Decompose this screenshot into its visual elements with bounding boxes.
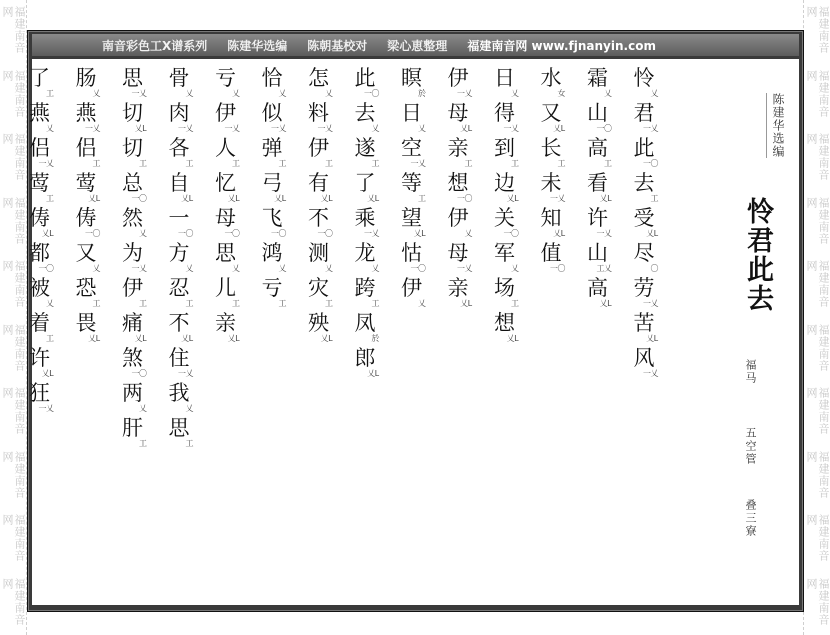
compiler-credit: 陈建华选编: [766, 93, 787, 158]
notation-mark: 工: [371, 299, 379, 308]
lyric-char: 想: [494, 311, 515, 335]
lyric-char: 长: [540, 136, 562, 160]
lyric-char: 灾: [308, 276, 329, 300]
lyric-char: 我: [168, 381, 190, 405]
notation-mark: 工: [650, 194, 658, 203]
lyric-column: [210, 67, 242, 347]
notation-mark: 一〇: [178, 229, 193, 238]
lyric-char: 切: [122, 101, 143, 125]
edge-watermark: 福建南音网: [805, 196, 830, 245]
lyric-char: 一: [168, 206, 190, 230]
lyric-char: 想: [447, 171, 469, 195]
piece-title: 怜君此去: [742, 197, 773, 313]
lyric-char: 着: [29, 311, 50, 335]
lyric-char: 思: [215, 241, 236, 265]
notation-mark: 一乂: [131, 89, 147, 98]
lyric-char: 都: [29, 241, 50, 265]
lyric-char: 恐: [75, 276, 97, 300]
site-link[interactable]: 福建南音网 www.fjnanyin.com: [467, 38, 656, 53]
notation-mark: 一乂: [410, 159, 426, 168]
notation-mark: 一乂: [38, 404, 54, 413]
score-frame: [27, 30, 804, 612]
lyric-char: 伊: [447, 206, 469, 230]
notation-mark: 一乂: [178, 124, 193, 133]
notation-mark: 一〇: [596, 124, 612, 133]
edge-watermark: 福建南音网: [1, 450, 26, 499]
lyric-char: 苦: [633, 311, 655, 335]
lyric-char: 燕: [29, 101, 50, 125]
lyric-char: 似: [261, 101, 283, 125]
edge-watermark: 福建南音网: [1, 196, 26, 245]
notation-mark: 工: [604, 159, 612, 168]
score-header-bar: [32, 34, 799, 56]
lyric-char: 为: [122, 241, 143, 265]
edge-watermark: 福建南音网: [805, 69, 830, 118]
selector-credit: 陈建华选编: [227, 38, 288, 53]
proofreader-credit: 陈朝基校对: [307, 38, 368, 53]
lyric-column: [582, 67, 614, 312]
notation-mark: 一〇: [643, 159, 658, 168]
notation-mark: 工: [185, 159, 193, 168]
lyric-char: 亏: [215, 66, 236, 90]
notation-mark: 工: [185, 299, 193, 308]
lyric-char: 凤: [354, 311, 376, 335]
lyric-char: 自: [168, 171, 190, 195]
notation-mark: 〇: [650, 264, 658, 273]
notation-mark: 乂: [511, 89, 519, 98]
lyric-char: 山: [587, 101, 608, 125]
notation-mark: 乂L: [646, 334, 658, 343]
notation-mark: 一乂: [643, 299, 658, 308]
edge-watermark: 福建南音网: [805, 450, 830, 499]
lyric-char: 日: [494, 66, 515, 90]
lyric-char: 思: [168, 416, 190, 440]
lyric-char: 恰: [261, 66, 283, 90]
lyric-char: 关: [494, 206, 515, 230]
lyric-char: 伊: [401, 276, 422, 300]
notation-mark: 乂L: [460, 299, 472, 308]
lyric-char: 边: [494, 171, 515, 195]
edge-watermark: 福建南音网: [1, 323, 26, 372]
notation-mark: 一乂: [643, 369, 658, 378]
right-watermark-strip: [803, 0, 830, 635]
notation-mark: 一〇: [224, 229, 240, 238]
notation-mark: 工乂: [596, 264, 612, 273]
lyric-char: 伊: [308, 136, 329, 160]
notation-mark: 一〇: [410, 264, 426, 273]
notation-mark: 一乂: [457, 89, 472, 98]
lyric-char: 儿: [215, 276, 236, 300]
notation-mark: 工: [278, 299, 286, 308]
lyric-char: 亏: [261, 276, 283, 300]
notation-mark: 一〇: [364, 89, 379, 98]
lyric-char: 母: [447, 241, 469, 265]
notation-mark: 一乂: [457, 264, 472, 273]
lyric-char: 伊: [215, 101, 236, 125]
lyric-char: 肠: [75, 66, 97, 90]
notation-mark: 乂L: [320, 194, 333, 203]
lyric-char: 君: [633, 101, 655, 125]
lyric-char: 许: [587, 206, 608, 230]
lyric-char: 方: [168, 241, 190, 265]
mode-name: 五空管: [744, 427, 757, 466]
notation-mark: 一乂: [178, 369, 193, 378]
edge-watermark: 福建南音网: [805, 387, 830, 435]
notation-mark: 乂L: [320, 334, 333, 343]
notation-mark: 乂: [92, 89, 100, 98]
notation-mark: 乂: [92, 264, 100, 273]
lyric-char: 瞑: [401, 66, 422, 90]
lyric-char: 到: [494, 136, 515, 160]
edge-watermark: 福建南音网: [1, 577, 26, 626]
lyric-char: 龙: [354, 241, 376, 265]
notation-mark: 一乂: [364, 229, 379, 238]
notation-mark: 乂: [139, 404, 147, 413]
lyric-char: 然: [122, 206, 143, 230]
notation-mark: 一乂: [317, 124, 333, 133]
lyric-char: 怙: [401, 241, 422, 265]
notation-mark: 工: [511, 159, 519, 168]
lyric-char: 空: [401, 136, 422, 160]
notation-mark: 乂: [185, 89, 193, 98]
notation-mark: 乂L: [460, 124, 472, 133]
notation-mark: 乂L: [599, 194, 612, 203]
notation-mark: 乂: [185, 264, 193, 273]
lyric-char: 怎: [308, 66, 329, 90]
lyric-char: 忆: [215, 171, 236, 195]
lyric-char: 思: [122, 66, 143, 90]
score-sheet: [29, 59, 799, 605]
lyric-char: 望: [401, 206, 422, 230]
lyric-char: 不: [308, 206, 329, 230]
lyric-char: 有: [308, 171, 329, 195]
notation-mark: 一乂: [38, 159, 54, 168]
notation-mark: 工: [232, 299, 240, 308]
notation-mark: 乂L: [553, 124, 565, 133]
notation-mark: 於: [418, 89, 426, 98]
lyric-char: 郎: [354, 346, 376, 370]
lyric-char: 料: [308, 101, 329, 125]
notation-mark: 工: [46, 334, 54, 343]
notation-mark: 一乂: [643, 124, 658, 133]
notation-mark: 乂: [418, 299, 426, 308]
lyric-column: [163, 67, 195, 452]
notation-mark: 乂L: [181, 194, 193, 203]
lyric-char: 受: [633, 206, 655, 230]
notation-mark: 乂L: [41, 229, 54, 238]
notation-mark: 乂: [371, 264, 379, 273]
lyric-char: 亲: [447, 276, 469, 300]
lyric-char: 去: [633, 171, 655, 195]
notation-mark: 一乂: [271, 124, 286, 133]
notation-mark: 工: [418, 194, 426, 203]
notation-mark: 工: [232, 159, 240, 168]
lyric-char: 山: [587, 241, 608, 265]
lyric-char: 等: [401, 171, 422, 195]
lyric-char: 痛: [122, 311, 143, 335]
edge-watermark: 福建南音网: [1, 514, 26, 562]
edge-watermark: 福建南音网: [1, 387, 26, 435]
lyric-char: 亲: [447, 136, 469, 160]
notation-mark: 乂L: [506, 334, 519, 343]
notation-mark: 乂L: [506, 194, 519, 203]
lyric-char: 霜: [587, 66, 608, 90]
lyric-char: 弹: [261, 136, 283, 160]
notation-mark: 於: [371, 334, 379, 343]
notation-mark: 乂: [464, 229, 472, 238]
lyric-char: 乘: [354, 206, 376, 230]
lyric-char: 莺: [29, 171, 50, 195]
notation-mark: 乂L: [553, 229, 565, 238]
notation-mark: 乂: [325, 264, 333, 273]
notation-mark: 一〇: [85, 229, 100, 238]
notation-mark: 工: [185, 439, 193, 448]
lyric-char: 各: [168, 136, 190, 160]
lyric-char: 母: [215, 206, 236, 230]
lyric-column: [349, 67, 381, 382]
lyric-column: [303, 67, 335, 347]
lyric-char: 肉: [168, 101, 190, 125]
lyric-column: [117, 67, 149, 452]
lyric-char: 又: [75, 241, 97, 265]
lyric-char: 去: [354, 101, 376, 125]
edge-watermark: 福建南音网: [805, 133, 830, 181]
lyric-char: 忍: [168, 276, 190, 300]
lyric-char: 了: [29, 66, 50, 90]
notation-mark: 乂L: [134, 334, 147, 343]
notation-mark: 乂: [232, 89, 240, 98]
notation-mark: 一乂: [503, 124, 519, 133]
notation-mark: 乂L: [367, 194, 379, 203]
lyric-char: 住: [168, 346, 190, 370]
notation-mark: 工: [371, 159, 379, 168]
notation-mark: 乂: [232, 264, 240, 273]
notation-mark: 乂: [185, 404, 193, 413]
lyric-column: [628, 67, 660, 382]
notation-mark: 工: [464, 159, 472, 168]
lyric-char: 日: [401, 101, 422, 125]
typesetter-credit: 梁心恵整理: [387, 38, 448, 53]
notation-mark: 乂: [511, 264, 519, 273]
lyric-char: 值: [540, 241, 562, 265]
lyric-char: 俦: [29, 206, 50, 230]
beat-name: 叠三寮: [744, 499, 757, 538]
lyric-char: 肝: [122, 416, 143, 440]
lyric-char: 风: [633, 346, 655, 370]
lyric-char: 鸿: [261, 241, 283, 265]
notation-mark: 乂: [650, 89, 658, 98]
notation-mark: 乂L: [227, 334, 240, 343]
lyric-char: 遂: [354, 136, 376, 160]
lyric-char: 飞: [261, 206, 283, 230]
notation-mark: 一乂: [224, 124, 240, 133]
notation-mark: 工: [46, 194, 54, 203]
notation-mark: 乂L: [134, 124, 147, 133]
notation-mark: 乂L: [367, 369, 379, 378]
lyric-char: 燕: [75, 101, 97, 125]
notation-mark: 工: [557, 159, 565, 168]
lyric-char: 又: [540, 101, 562, 125]
edge-watermark: 福建南音网: [805, 577, 830, 626]
lyric-char: 得: [494, 101, 515, 125]
lyric-char: 人: [215, 136, 236, 160]
notation-mark: 一乂: [550, 194, 565, 203]
lyric-char: 骨: [168, 66, 190, 90]
notation-mark: 一〇: [131, 194, 147, 203]
notation-mark: 乂: [278, 89, 286, 98]
lyric-char: 俦: [75, 206, 97, 230]
lyric-char: 母: [447, 101, 469, 125]
notation-mark: 乂: [46, 124, 54, 133]
notation-mark: 乂L: [646, 229, 658, 238]
lyric-char: 两: [122, 381, 143, 405]
notation-mark: 乂L: [181, 334, 193, 343]
notation-mark: 一〇: [271, 229, 286, 238]
notation-mark: 工: [139, 159, 147, 168]
notation-mark: 一〇: [550, 264, 565, 273]
notation-mark: 工: [278, 159, 286, 168]
notation-mark: 乂: [418, 124, 426, 133]
lyric-char: 煞: [122, 346, 143, 370]
lyric-char: 场: [494, 276, 515, 300]
lyric-char: 看: [587, 171, 608, 195]
notation-mark: 一〇: [317, 229, 333, 238]
lyric-char: 伊: [447, 66, 469, 90]
notation-mark: 一〇: [131, 369, 147, 378]
notation-mark: 乂L: [88, 334, 100, 343]
notation-mark: 工: [139, 299, 147, 308]
notation-mark: 乂: [325, 89, 333, 98]
lyric-char: 切: [122, 136, 143, 160]
lyric-char: 怜: [633, 66, 655, 90]
lyric-char: 莺: [75, 171, 97, 195]
notation-mark: 乂L: [41, 369, 54, 378]
notation-mark: 工: [46, 89, 54, 98]
notation-mark: 乂L: [599, 299, 612, 308]
lyric-char: 殃: [308, 311, 329, 335]
lyric-char: 亲: [215, 311, 236, 335]
notation-mark: 乂: [604, 89, 612, 98]
lyric-char: 总: [122, 171, 143, 195]
notation-mark: 乂L: [88, 194, 100, 203]
notation-mark: 一乂: [131, 264, 147, 273]
edge-watermark: 福建南音网: [805, 6, 830, 54]
lyric-char: 尽: [633, 241, 655, 265]
lyric-char: 未: [540, 171, 562, 195]
notation-mark: 乂: [46, 299, 54, 308]
lyric-char: 侣: [29, 136, 50, 160]
lyric-char: 了: [354, 171, 376, 195]
lyric-char: 跨: [354, 276, 376, 300]
notation-mark: 一〇: [38, 264, 54, 273]
lyric-column: [396, 67, 428, 312]
lyric-column: [535, 67, 567, 277]
edge-watermark: 福建南音网: [1, 133, 26, 181]
notation-mark: 工: [325, 299, 333, 308]
lyric-char: 此: [633, 136, 655, 160]
edge-watermark: 福建南音网: [1, 6, 26, 54]
notation-mark: 一乂: [85, 124, 100, 133]
edge-watermark: 福建南音网: [805, 260, 830, 308]
lyric-char: 被: [29, 276, 50, 300]
lyric-column: [442, 67, 474, 312]
lyric-char: 劳: [633, 276, 655, 300]
notation-mark: 一乂: [596, 229, 612, 238]
tune-name: 福马: [744, 359, 757, 385]
edge-watermark: 福建南音网: [1, 260, 26, 308]
notation-mark: 工: [139, 439, 147, 448]
notation-mark: 工: [92, 299, 100, 308]
lyric-char: 测: [308, 241, 329, 265]
lyric-char: 畏: [75, 311, 97, 335]
lyric-column: [24, 67, 56, 417]
notation-mark: 乂L: [413, 229, 426, 238]
lyric-char: 弓: [261, 171, 283, 195]
lyric-char: 此: [354, 66, 376, 90]
edge-watermark: 福建南音网: [805, 323, 830, 372]
lyric-char: 狂: [29, 381, 50, 405]
notation-mark: 乂: [139, 229, 147, 238]
notation-mark: 一〇: [457, 194, 472, 203]
notation-mark: 乂: [371, 124, 379, 133]
lyric-char: 水: [540, 66, 562, 90]
notation-mark: 乂: [278, 264, 286, 273]
lyric-column: [70, 67, 102, 347]
notation-mark: 女: [557, 89, 565, 98]
lyric-char: 高: [587, 276, 608, 300]
notation-mark: 工: [325, 159, 333, 168]
notation-mark: 乂L: [227, 194, 240, 203]
series-name: 南音彩色工X谱系列: [102, 38, 208, 53]
edge-watermark: 福建南音网: [805, 514, 830, 562]
lyric-char: 军: [494, 241, 515, 265]
notation-mark: 乂L: [274, 194, 286, 203]
lyric-char: 高: [587, 136, 608, 160]
lyric-char: 知: [540, 206, 562, 230]
notation-mark: 一〇: [503, 229, 519, 238]
lyric-char: 不: [168, 311, 190, 335]
notation-mark: 工: [92, 159, 100, 168]
lyric-char: 伊: [122, 276, 143, 300]
lyric-column: [489, 67, 521, 347]
notation-mark: 工: [511, 299, 519, 308]
lyric-column: [256, 67, 288, 312]
edge-watermark: 福建南音网: [1, 69, 26, 118]
lyric-char: 侣: [75, 136, 97, 160]
lyric-char: 许: [29, 346, 50, 370]
